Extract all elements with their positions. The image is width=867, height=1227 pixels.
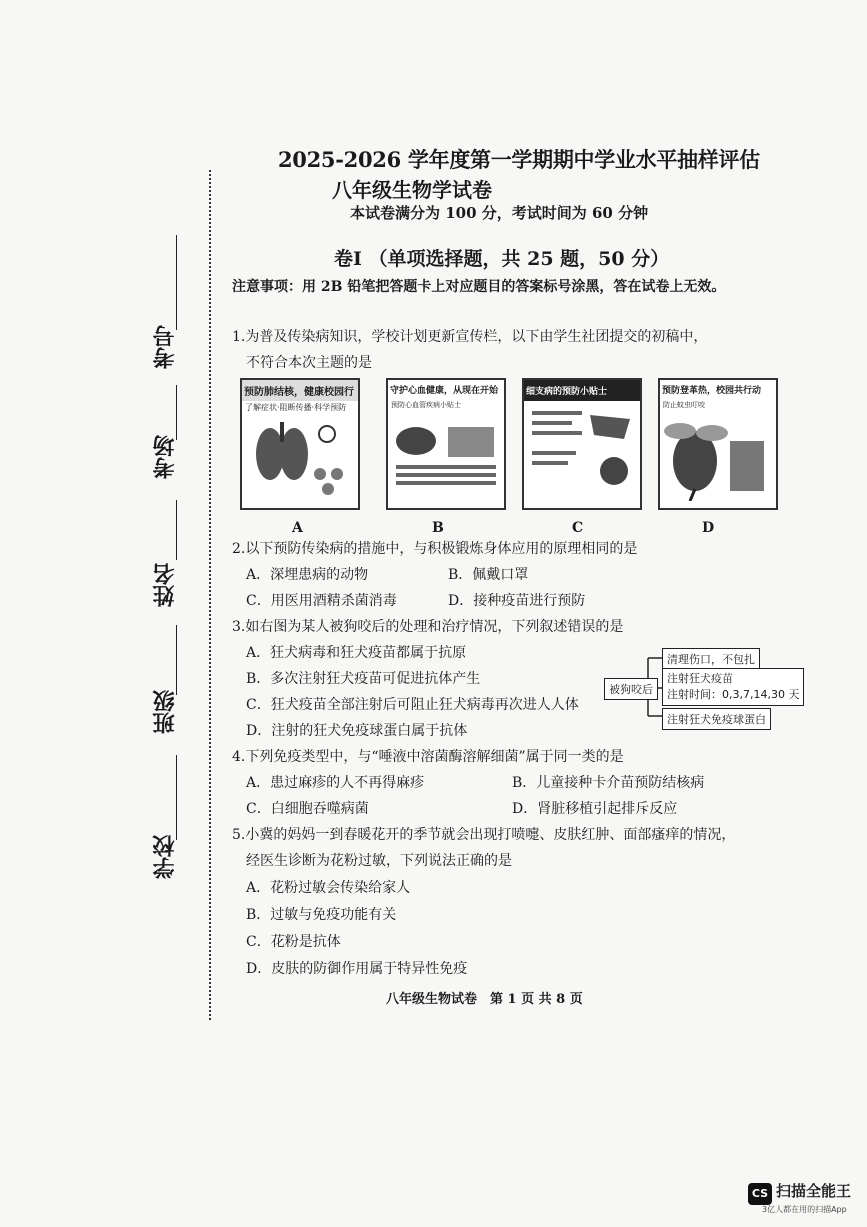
exam-room-line (176, 385, 177, 440)
exam-title: 2025-2026 学年度第一学期期中学业水平抽样评估 (278, 147, 760, 172)
label-exam-room: 考场 (152, 435, 178, 479)
question-3-stem: 3.如右图为某人被狗咬后的处理和治疗情况，下列叙述错误的是 (232, 619, 624, 635)
scanner-logo: CS (748, 1183, 772, 1205)
poster-d-letter: D (702, 520, 715, 536)
binding-dotted-line (209, 170, 211, 1020)
exam-number-line (176, 235, 177, 330)
question-2-option-b: B．佩戴口罩 (448, 567, 529, 583)
poster-b (386, 378, 506, 510)
question-4-option-c: C．白细胞吞噬病菌 (246, 801, 369, 817)
mosquito-illustration (660, 411, 776, 501)
hand-hygiene-illustration (524, 401, 640, 501)
poster-b-letter: B (432, 520, 444, 536)
question-5-option-b: B．过敏与免疫功能有关 (246, 907, 397, 923)
question-5-option-c: C．花粉是抗体 (246, 934, 341, 950)
diagram-step-immunoglobulin: 注射狂犬免疫球蛋白 (662, 708, 771, 730)
poster-d (658, 378, 778, 510)
diagram-root: 被狗咬后 (604, 678, 658, 700)
question-4-stem: 4.下列免疫类型中，与“唾液中溶菌酶溶解细菌”属于同一类的是 (232, 749, 624, 765)
scanner-app-name: 扫描全能王 (776, 1182, 852, 1200)
question-1-stem-cont: 不符合本次主题的是 (246, 355, 372, 371)
class-line (176, 625, 177, 695)
question-3-option-d: D．注射的狂犬免疫球蛋白属于抗体 (246, 723, 468, 739)
exam-subject: 八年级生物学试卷 (332, 178, 492, 202)
question-2-stem: 2.以下预防传染病的措施中，与积极锻炼身体应用的原理相同的是 (232, 541, 638, 557)
poster-d-headline: 预防登革热，校园共行动 (662, 386, 762, 396)
question-3-option-c: C．狂犬疫苗全部注射后可阻止狂犬病毒再次进人人体 (246, 697, 579, 713)
question-4-option-a: A．患过麻疹的人不再得麻疹 (246, 775, 425, 791)
poster-c-letter: C (572, 520, 584, 536)
section-title: 卷Ⅰ （单项选择题，共 25 题，50 分） (334, 248, 670, 270)
question-5-option-d: D．皮肤的防御作用属于特异性免疫 (246, 961, 468, 977)
poster-a (240, 378, 360, 510)
label-exam-number: 考号 (152, 325, 178, 369)
poster-a-letter: A (292, 520, 303, 536)
heart-health-illustration (388, 411, 504, 501)
poster-b-headline: 守护心血健康，从现在开始 (390, 386, 499, 396)
page-footer: 八年级生物试卷 第 1 页 共 8 页 (386, 992, 583, 1007)
question-3-option-b: B．多次注射狂犬疫苗可促进抗体产生 (246, 671, 481, 687)
question-4-option-b: B．儿童接种卡介苗预防结核病 (512, 775, 705, 791)
poster-a-headline: 预防肺结核，健康校园行 (242, 380, 358, 401)
question-2-option-c: C．用医用酒精杀菌消毒 (246, 593, 397, 609)
poster-c (522, 378, 642, 510)
label-name: 姓名 (152, 563, 178, 607)
diagram-step-vaccine (662, 668, 804, 706)
question-5-stem: 5.小冀的妈妈一到春暖花开的季节就会出现打喷嚏、皮肤红肿、面部瘙痒的情况， (232, 827, 736, 843)
label-class: 班级 (152, 690, 178, 734)
poster-b-sub: 预防心血管疾病小贴士 (391, 401, 461, 409)
poster-c-headline: 细支病的预防小贴士 (524, 380, 640, 401)
question-2-option-a: A．深埋患病的动物 (246, 567, 369, 583)
name-line (176, 500, 177, 560)
label-school: 学校 (152, 835, 178, 879)
poster-a-sub: 了解症状·阻断传播·科学预防 (245, 403, 347, 412)
diagram-step-vaccine-schedule: 注射时间：0,3,7,14,30 天 (667, 688, 800, 701)
question-4-option-d: D．肾脏移植引起排斥反应 (512, 801, 678, 817)
poster-d-sub: 防止蚊虫叮咬 (663, 401, 705, 409)
question-2-option-d: D．接种疫苗进行预防 (448, 593, 586, 609)
diagram-step-clean-wound: 清理伤口，不包扎 (662, 648, 760, 670)
scanner-tagline: 3亿人都在用的扫描App (762, 1205, 847, 1214)
lungs-illustration (242, 414, 358, 504)
question-1-stem: 1.为普及传染病知识，学校计划更新宣传栏，以下由学生社团提交的初稿中， (232, 329, 708, 345)
question-5-stem-cont: 经医生诊断为花粉过敏，下列说法正确的是 (246, 853, 512, 869)
diagram-step-vaccine-label: 注射狂犬疫苗 (667, 672, 733, 685)
school-line (176, 755, 177, 840)
question-3-option-a: A．狂犬病毒和狂犬疫苗都属于抗原 (246, 645, 467, 661)
section-notice: 注意事项：用 2B 铅笔把答题卡上对应题目的答案标号涂黑，答在试卷上无效。 (232, 279, 726, 295)
question-5-option-a: A．花粉过敏会传染给家人 (246, 880, 411, 896)
exam-info: 本试卷满分为 100 分，考试时间为 60 分钟 (350, 204, 649, 222)
